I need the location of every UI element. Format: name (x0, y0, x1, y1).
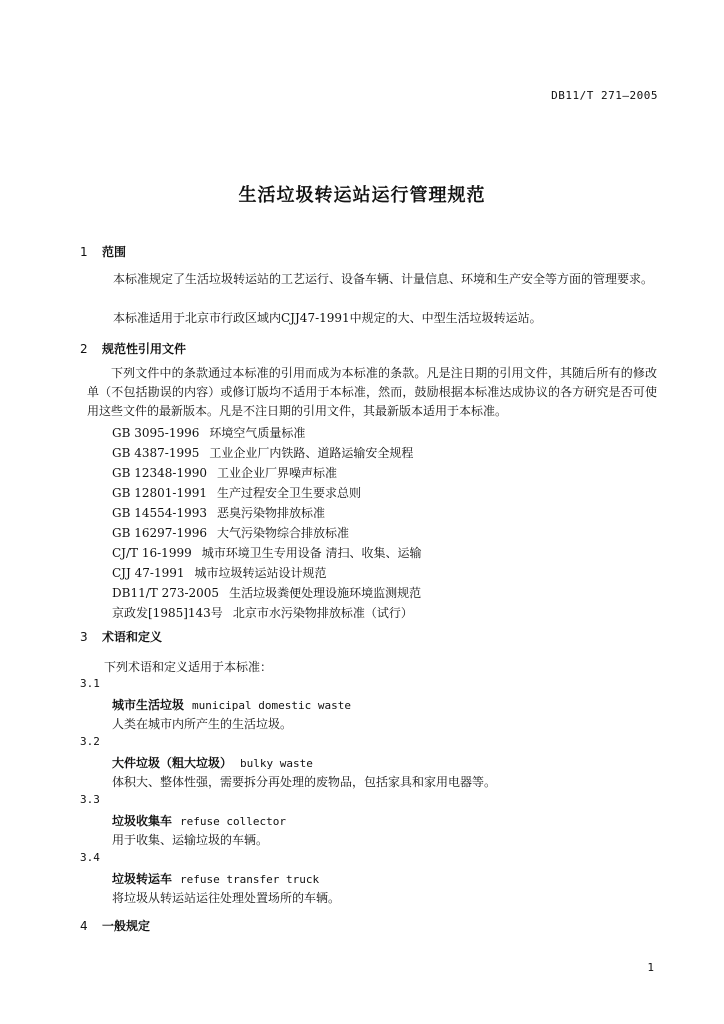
reference-title: 工业企业厂界噪声标准 (217, 466, 338, 480)
reference-item (112, 503, 422, 523)
reference-code: DB11/T 273-2005 (112, 586, 220, 600)
term-en: refuse transfer truck (180, 873, 320, 886)
reference-item (112, 603, 422, 623)
reference-code: GB 12348-1990 (112, 466, 207, 480)
reference-item (112, 583, 422, 603)
reference-title: 生产过程安全卫生要求总则 (217, 486, 362, 500)
term-heading (112, 870, 319, 887)
term-heading (112, 696, 351, 713)
term-zh: 垃圾转运车 (112, 872, 173, 886)
reference-item (112, 483, 422, 503)
section-number: 1 (80, 245, 88, 259)
section-title: 规范性引用文件 (102, 342, 187, 356)
reference-item (112, 423, 422, 443)
reference-code: GB 4387-1995 (112, 446, 200, 460)
reference-code: 京政发[1985]143号 (112, 606, 223, 620)
term-definition: 用于收集、运输垃圾的车辆。 (112, 833, 269, 847)
terms-intro: 下列术语和定义适用于本标准： (104, 660, 273, 674)
term-definition: 将垃圾从转运站运往处理处置场所的车辆。 (112, 891, 341, 905)
section-heading-terms (80, 628, 162, 645)
reference-code: GB 12801-1991 (112, 486, 207, 500)
reference-item (112, 463, 422, 483)
term-heading (112, 812, 286, 829)
reference-item (112, 563, 422, 583)
term-zh: 城市生活垃圾 (112, 698, 185, 712)
reference-title: 北京市水污染物排放标准（试行） (232, 606, 413, 620)
term-definition: 体积大、整体性强，需要拆分再处理的废物品，包括家具和家用电器等。 (112, 775, 497, 789)
page-number: 1 (647, 961, 654, 974)
reference-title: 城市垃圾转运站设计规范 (194, 566, 327, 580)
term-zh: 垃圾收集车 (112, 814, 173, 828)
scope-paragraph-2: 本标准适用于北京市行政区域内CJJ47-1991中规定的大、中型生活垃圾转运站。 (113, 311, 542, 325)
reference-title: 城市环境卫生专用设备 清扫、收集、运输 (201, 546, 422, 560)
term-zh: 大件垃圾（粗大垃圾） (112, 756, 233, 770)
term-number: 3.3 (80, 793, 100, 806)
term-number: 3.2 (80, 735, 100, 748)
scope-paragraph-1: 本标准规定了生活垃圾转运站的工艺运行、设备车辆、计量信息、环境和生产安全等方面的管理要求。 (113, 272, 654, 286)
section-title: 范围 (102, 245, 127, 259)
term-heading (112, 754, 313, 771)
document-title: 生活垃圾转运站运行管理规范 (238, 185, 486, 206)
standard-code: DB11/T 271—2005 (551, 89, 658, 102)
section-heading-normative-references (80, 340, 186, 357)
reference-code: GB 16297-1996 (112, 526, 207, 540)
reference-title: 工业企业厂内铁路、道路运输安全规程 (209, 446, 414, 460)
term-definition: 人类在城市内所产生的生活垃圾。 (112, 717, 293, 731)
reference-list (112, 423, 422, 623)
term-number: 3.1 (80, 677, 100, 690)
reference-item (112, 523, 422, 543)
section-heading-general (80, 917, 150, 934)
references-paragraph: 下列文件中的条款通过本标准的引用而成为本标准的条款。凡是注日期的引用文件，其随后所有的修改单（不包括勘误的内容）或修订版均不适用于本标准，然而，鼓励根据本标准达成协议的各方研究是否可使用这些文件的最新版本。凡是不注日期的引用文件，其最新版本适用于本标准。 (87, 366, 657, 418)
reference-code: CJ/T 16-1999 (112, 546, 192, 560)
section-heading-scope (80, 243, 126, 260)
section-number: 4 (80, 919, 88, 933)
section-number: 3 (80, 630, 88, 644)
reference-item (112, 443, 422, 463)
reference-title: 环境空气质量标准 (209, 426, 306, 440)
reference-item (112, 543, 422, 563)
term-number: 3.4 (80, 851, 100, 864)
section-title: 一般规定 (102, 919, 151, 933)
reference-code: CJJ 47-1991 (112, 566, 185, 580)
term-en: refuse collector (180, 815, 286, 828)
term-en: bulky waste (240, 757, 313, 770)
reference-code: GB 14554-1993 (112, 506, 207, 520)
reference-code: GB 3095-1996 (112, 426, 200, 440)
term-en: municipal domestic waste (192, 699, 351, 712)
section-number: 2 (80, 342, 88, 356)
reference-title: 生活垃圾粪便处理设施环境监测规范 (229, 586, 422, 600)
reference-title: 恶臭污染物排放标准 (217, 506, 326, 520)
section-title: 术语和定义 (102, 630, 163, 644)
reference-title: 大气污染物综合排放标准 (217, 526, 350, 540)
